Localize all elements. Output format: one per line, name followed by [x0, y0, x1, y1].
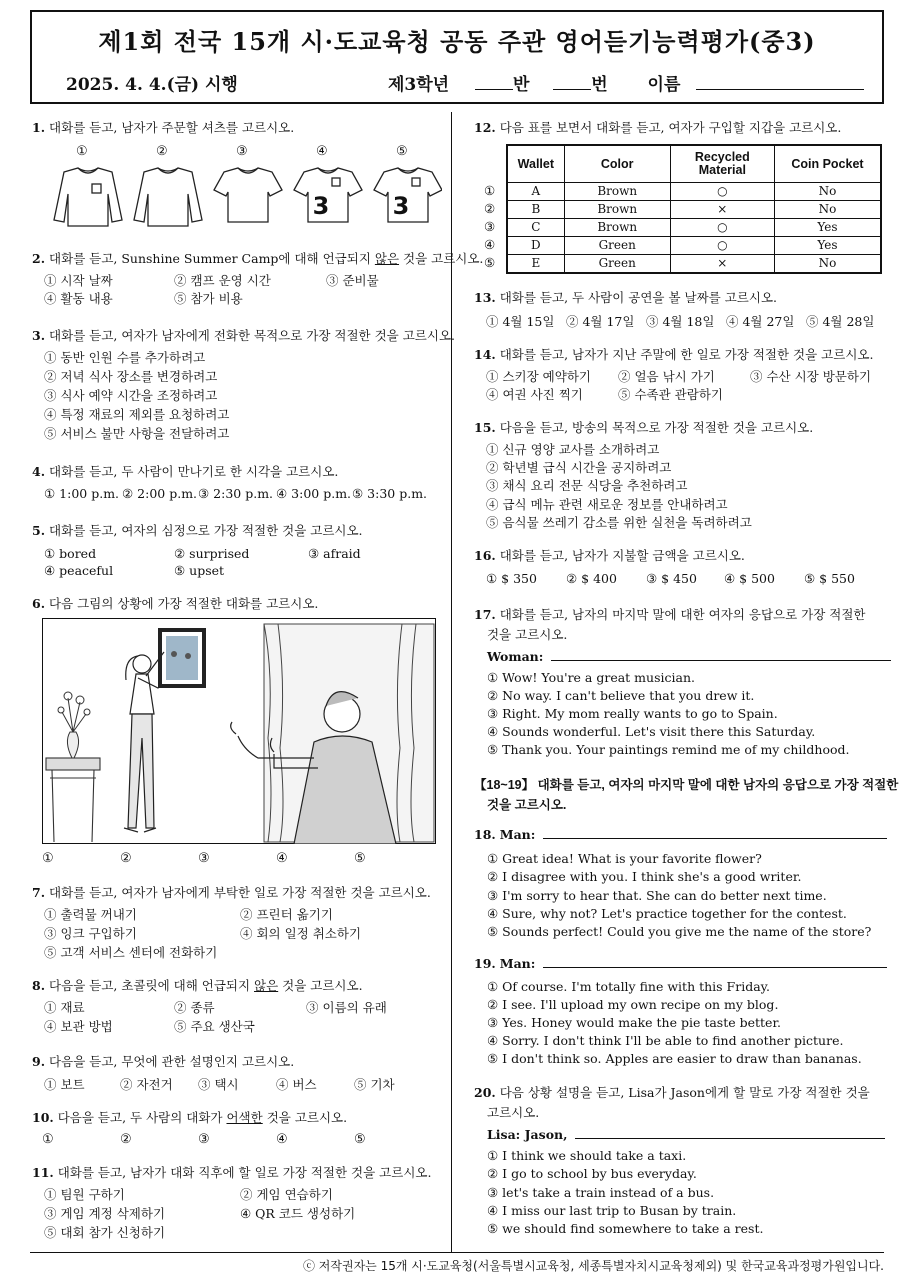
q5-option-5[interactable]: ⑤ upset: [174, 563, 225, 578]
question-2: 2. 대화를 듣고, Sunshine Summer Camp에 대해 언급되지 않은 것을 고르시오.: [32, 251, 484, 266]
q19-option-4[interactable]: ④ Sorry. I don't think I'll be able to find another picture.: [487, 1033, 844, 1048]
question-8: 8. 다음을 듣고, 초콜릿에 대해 언급되지 않은 것을 고르시오.: [32, 978, 363, 993]
q10-option-2[interactable]: ②: [120, 1132, 132, 1147]
q9-option-1[interactable]: ① 보트: [44, 1077, 85, 1092]
q19-option-2[interactable]: ② I see. I'll upload my own recipe on my blog.: [487, 997, 779, 1012]
q1-option-4[interactable]: ④: [316, 144, 328, 159]
q18-option-1[interactable]: ① Great idea! What is your favorite flower?: [487, 851, 762, 866]
q6-option-1[interactable]: ①: [42, 851, 54, 866]
q20-option-4[interactable]: ④ I miss our last trip to Busan by train.: [487, 1203, 737, 1218]
col-header: Color: [564, 145, 670, 183]
question-12: 12. 다음 표를 보면서 대화를 듣고, 여자가 구입할 지갑을 고르시오.: [474, 120, 842, 135]
q6-option-3[interactable]: ③: [198, 851, 210, 866]
q8-option-1[interactable]: ① 재료: [44, 1000, 85, 1015]
q7-option-4[interactable]: ④ 회의 일정 취소하기: [240, 926, 362, 941]
q6-option-2[interactable]: ②: [120, 851, 132, 866]
q5-option-4[interactable]: ④ peaceful: [44, 563, 114, 578]
table-header-row: [507, 145, 881, 183]
q12-option-3[interactable]: ③: [484, 219, 496, 234]
q18-option-4[interactable]: ④ Sure, why not? Let's practice together for the contest.: [487, 906, 847, 921]
q9-option-5[interactable]: ⑤ 기차: [354, 1077, 395, 1092]
table-row: C Brown ○ Yes: [507, 219, 881, 237]
q7-option-2[interactable]: ② 프린터 옮기기: [240, 907, 333, 922]
exam-date: 2025. 4. 4.(금) 시행: [66, 75, 238, 95]
q1-option-2[interactable]: ②: [156, 144, 168, 159]
table-row: E Green × No: [507, 255, 881, 274]
q4-option-1[interactable]: ① 1:00 p.m.: [44, 486, 120, 501]
question-19: 19. Man:: [474, 955, 887, 973]
col-header: Wallet: [507, 145, 564, 183]
q7-option-1[interactable]: ① 출력물 꺼내기: [44, 907, 137, 922]
q5-option-3[interactable]: ③ afraid: [308, 546, 361, 561]
copyright-notice: ⓒ 저작권자는 15개 시·도교육청(서울특별시교육청, 세종특별자치시교육청제외) 및 한국교육과정평가원입니다.: [302, 1259, 884, 1273]
number-label: 번: [591, 75, 608, 95]
question-5: 5. 대화를 듣고, 여자의 심정으로 가장 적절한 것을 고르시오.: [32, 523, 363, 538]
q4-option-5[interactable]: ⑤ 3:30 p.m.: [352, 486, 428, 501]
q15-option-1[interactable]: ① 신규 영양 교사를 소개하려고: [486, 442, 660, 457]
q14-option-4[interactable]: ④ 여권 사진 찍기: [486, 387, 583, 402]
q9-option-2[interactable]: ② 자전거: [120, 1077, 173, 1092]
q17-option-2[interactable]: ② No way. I can't believe that you drew it.: [487, 688, 755, 703]
long-sleeve-shirt-icon: [134, 168, 202, 226]
q12-option-2[interactable]: ②: [484, 201, 496, 216]
question-3: 3. 대화를 듣고, 여자가 남자에게 전화한 목적으로 가장 적절한 것을 고르시오.: [32, 328, 456, 343]
q10-option-5[interactable]: ⑤: [354, 1132, 366, 1147]
q18-19-instruction: 【18~19】 대화를 듣고, 여자의 마지막 말에 대한 남자의 응답으로 가장 적절한: [474, 778, 899, 792]
q16-option-5[interactable]: ⑤ $ 550: [804, 571, 855, 586]
q13-option-4[interactable]: ④ 4월 27일: [726, 314, 795, 329]
q17-option-5[interactable]: ⑤ Thank you. Your paintings remind me of my childhood.: [487, 742, 850, 757]
question-20: 20. 다음 상황 설명을 듣고, Lisa가 Jason에게 할 말로 가장 적절한 것을: [474, 1085, 870, 1100]
q2-option-4[interactable]: ④ 활동 내용: [44, 291, 113, 306]
q2-option-3[interactable]: ③ 준비물: [326, 273, 379, 288]
q15-option-2[interactable]: ② 학년별 급식 시간을 공지하려고: [486, 460, 672, 475]
q11-option-3[interactable]: ③ 게임 계정 삭제하기: [44, 1206, 166, 1221]
q11-option-1[interactable]: ① 팀원 구하기: [44, 1187, 125, 1202]
question-17-line2: 것을 고르시오.: [487, 627, 568, 642]
grade-label: 제3학년: [388, 75, 450, 95]
question-20-line2: 고르시오.: [487, 1105, 540, 1120]
q13-option-3[interactable]: ③ 4월 18일: [646, 314, 715, 329]
q7-option-5[interactable]: ⑤ 고객 서비스 센터에 전화하기: [44, 945, 218, 960]
q17-option-3[interactable]: ③ Right. My mom really wants to go to Spain.: [487, 706, 778, 721]
class-label: 반: [512, 75, 530, 95]
exam-title: 제1회 전국 15개 시·도교육청 공동 주관 영어듣기능력평가(중3): [98, 27, 816, 56]
question-16: 16. 대화를 듣고, 남자가 지불할 금액을 고르시오.: [474, 548, 745, 563]
col-header: Recycled Material: [670, 145, 774, 183]
name-blank[interactable]: [696, 75, 864, 90]
q6-option-5[interactable]: ⑤: [354, 851, 366, 866]
question-9: 9. 다음을 듣고, 무엇에 관한 설명인지 고르시오.: [32, 1054, 295, 1069]
q12-option-1[interactable]: ①: [484, 183, 496, 198]
q20-option-1[interactable]: ① I think we should take a taxi.: [487, 1148, 687, 1163]
q8-option-4[interactable]: ④ 보관 방법: [44, 1019, 113, 1034]
q3-option-3[interactable]: ③ 식사 예약 시간을 조정하려고: [44, 388, 218, 403]
q1-shirts: [42, 164, 442, 230]
question-14: 14. 대화를 듣고, 남자가 지난 주말에 한 일로 가장 적절한 것을 고르시오.: [474, 347, 874, 362]
q8-option-2[interactable]: ② 종류: [174, 1000, 215, 1015]
q2-option-5[interactable]: ⑤ 참가 비용: [174, 291, 243, 306]
q6-option-4[interactable]: ④: [276, 851, 288, 866]
short-sleeve-shirt-icon: [214, 168, 282, 222]
question-7: 7. 대화를 듣고, 여자가 남자에게 부탁한 일로 가장 적절한 것을 고르시오.: [32, 885, 431, 900]
q14-option-2[interactable]: ② 얼음 낚시 가기: [618, 369, 715, 384]
q13-option-1[interactable]: ① 4월 15일: [486, 314, 555, 329]
q20-option-5[interactable]: ⑤ we should find somewhere to take a rest.: [487, 1221, 764, 1236]
q1-option-3[interactable]: ③: [236, 144, 248, 159]
q20-option-3[interactable]: ③ let's take a train instead of a bus.: [487, 1185, 715, 1200]
q4-option-4[interactable]: ④ 3:00 p.m.: [276, 486, 352, 501]
question-17: 17. 대화를 듣고, 남자의 마지막 말에 대한 여자의 응답으로 가장 적절한: [474, 607, 866, 622]
question-6: 6. 다음 그림의 상황에 가장 적절한 대화를 고르시오.: [32, 596, 319, 611]
q20-answer-line: Lisa: Jason,: [487, 1126, 885, 1144]
q11-option-2[interactable]: ② 게임 연습하기: [240, 1187, 333, 1202]
shirt-number-text: 3: [392, 192, 410, 220]
picture-frame-icon: [160, 630, 204, 686]
q1-option-1[interactable]: ①: [76, 144, 88, 159]
q4-option-3[interactable]: ③ 2:30 p.m.: [198, 486, 274, 501]
q20-answer-blank[interactable]: [575, 1126, 885, 1139]
col-header: Coin Pocket: [774, 145, 881, 183]
q17-answer-blank[interactable]: [551, 648, 891, 661]
q8-option-5[interactable]: ⑤ 주요 생산국: [174, 1019, 255, 1034]
q9-option-3[interactable]: ③ 택시: [198, 1077, 239, 1092]
q16-option-4[interactable]: ④ $ 500: [724, 571, 775, 586]
q12-row-labels: [484, 182, 495, 272]
q5-option-2[interactable]: ② surprised: [174, 546, 250, 561]
q18-option-3[interactable]: ③ I'm sorry to hear that. She can do better next time.: [487, 888, 827, 903]
number-blank[interactable]: [553, 75, 591, 90]
table-row: D Green ○ Yes: [507, 237, 881, 255]
q14-option-3[interactable]: ③ 수산 시장 방문하기: [750, 369, 872, 384]
q13-option-5[interactable]: ⑤ 4월 28일: [806, 314, 875, 329]
q19-answer-blank[interactable]: [543, 955, 887, 968]
q19-option-1[interactable]: ① Of course. I'm totally fine with this Friday.: [487, 979, 771, 994]
q13-option-2[interactable]: ② 4월 17일: [566, 314, 635, 329]
q3-option-4[interactable]: ④ 특정 재료의 제외를 요청하려고: [44, 407, 230, 422]
q16-option-2[interactable]: ② $ 400: [566, 571, 617, 586]
q15-option-3[interactable]: ③ 채식 요리 전문 식당을 추천하려고: [486, 478, 688, 493]
q18-19-instruction-line2: 것을 고르시오.: [487, 798, 567, 812]
table-row: B Brown × No: [507, 201, 881, 219]
question-10: 10. 다음을 듣고, 두 사람의 대화가 어색한 것을 고르시오.: [32, 1110, 348, 1125]
q19-option-3[interactable]: ③ Yes. Honey would make the pie taste better.: [487, 1015, 782, 1030]
table-row: A Brown ○ No: [507, 183, 881, 201]
q6-illustration: [42, 618, 436, 844]
q16-option-3[interactable]: ③ $ 450: [646, 571, 697, 586]
question-15: 15. 다음을 듣고, 방송의 목적으로 가장 적절한 것을 고르시오.: [474, 420, 814, 435]
q19-option-5[interactable]: ⑤ I don't think so. Apples are easier to draw than bananas.: [487, 1051, 862, 1066]
q3-option-5[interactable]: ⑤ 서비스 불만 사항을 전달하려고: [44, 426, 230, 441]
long-sleeve-shirt-pocket-icon: [54, 168, 122, 226]
q9-option-4[interactable]: ④ 버스: [276, 1077, 317, 1092]
question-4: 4. 대화를 듣고, 두 사람이 만나기로 한 시각을 고르시오.: [32, 464, 339, 479]
q12-option-4[interactable]: ④: [484, 237, 496, 252]
q10-option-1[interactable]: ①: [42, 1132, 54, 1147]
q17-answer-line: Woman:: [487, 648, 891, 666]
q11-option-5[interactable]: ⑤ 대회 참가 신청하기: [44, 1225, 166, 1240]
q3-option-1[interactable]: ① 동반 인원 수를 추가하려고: [44, 350, 206, 365]
q4-option-2[interactable]: ② 2:00 p.m.: [122, 486, 198, 501]
exam-header: [30, 10, 884, 104]
q18-answer-blank[interactable]: [543, 826, 887, 839]
q14-option-1[interactable]: ① 스키장 예약하기: [486, 369, 591, 384]
wallet-table: [506, 144, 882, 274]
q16-option-1[interactable]: ① $ 350: [486, 571, 537, 586]
q17-option-1[interactable]: ① Wow! You're a great musician.: [487, 670, 695, 685]
column-divider: [451, 112, 452, 1252]
student-info: [388, 70, 864, 95]
q2-option-2[interactable]: ② 캠프 운영 시간: [174, 273, 271, 288]
q5-option-1[interactable]: ① bored: [44, 546, 97, 561]
q15-option-4[interactable]: ④ 급식 메뉴 관련 새로운 정보를 안내하려고: [486, 497, 728, 512]
q1-option-5[interactable]: ⑤: [396, 144, 408, 159]
q11-option-4[interactable]: ④ QR 코드 생성하기: [240, 1206, 356, 1221]
q15-option-5[interactable]: ⑤ 음식물 쓰레기 감소를 위한 실천을 독려하려고: [486, 515, 752, 530]
class-blank[interactable]: [475, 75, 513, 90]
q12-option-5[interactable]: ⑤: [484, 255, 496, 270]
question-1: 1. 대화를 듣고, 남자가 주문할 셔츠를 고르시오.: [32, 120, 295, 135]
q18-option-2[interactable]: ② I disagree with you. I think she's a good writer.: [487, 869, 802, 884]
question-18: 18. Man:: [474, 826, 887, 844]
q10-option-4[interactable]: ④: [276, 1132, 288, 1147]
name-label: 이름: [647, 75, 681, 95]
q18-option-5[interactable]: ⑤ Sounds perfect! Could you give me the name of the store?: [487, 924, 872, 939]
q8-option-3[interactable]: ③ 이름의 유래: [306, 1000, 387, 1015]
question-13: 13. 대화를 듣고, 두 사람이 공연을 볼 날짜를 고르시오.: [474, 290, 777, 305]
q3-option-2[interactable]: ② 저녁 식사 장소를 변경하려고: [44, 369, 218, 384]
q20-option-2[interactable]: ② I go to school by bus everyday.: [487, 1166, 697, 1181]
q7-option-3[interactable]: ③ 잉크 구입하기: [44, 926, 137, 941]
shirt-number-text: 3: [312, 192, 330, 220]
footer-divider: [30, 1252, 884, 1253]
q14-option-5[interactable]: ⑤ 수족관 관람하기: [618, 387, 723, 402]
q2-option-1[interactable]: ① 시작 날짜: [44, 273, 113, 288]
q17-option-4[interactable]: ④ Sounds wonderful. Let's visit there this Saturday.: [487, 724, 816, 739]
question-11: 11. 대화를 듣고, 남자가 대화 직후에 할 일로 가장 적절한 것을 고르시오.: [32, 1165, 432, 1180]
q10-option-3[interactable]: ③: [198, 1132, 210, 1147]
